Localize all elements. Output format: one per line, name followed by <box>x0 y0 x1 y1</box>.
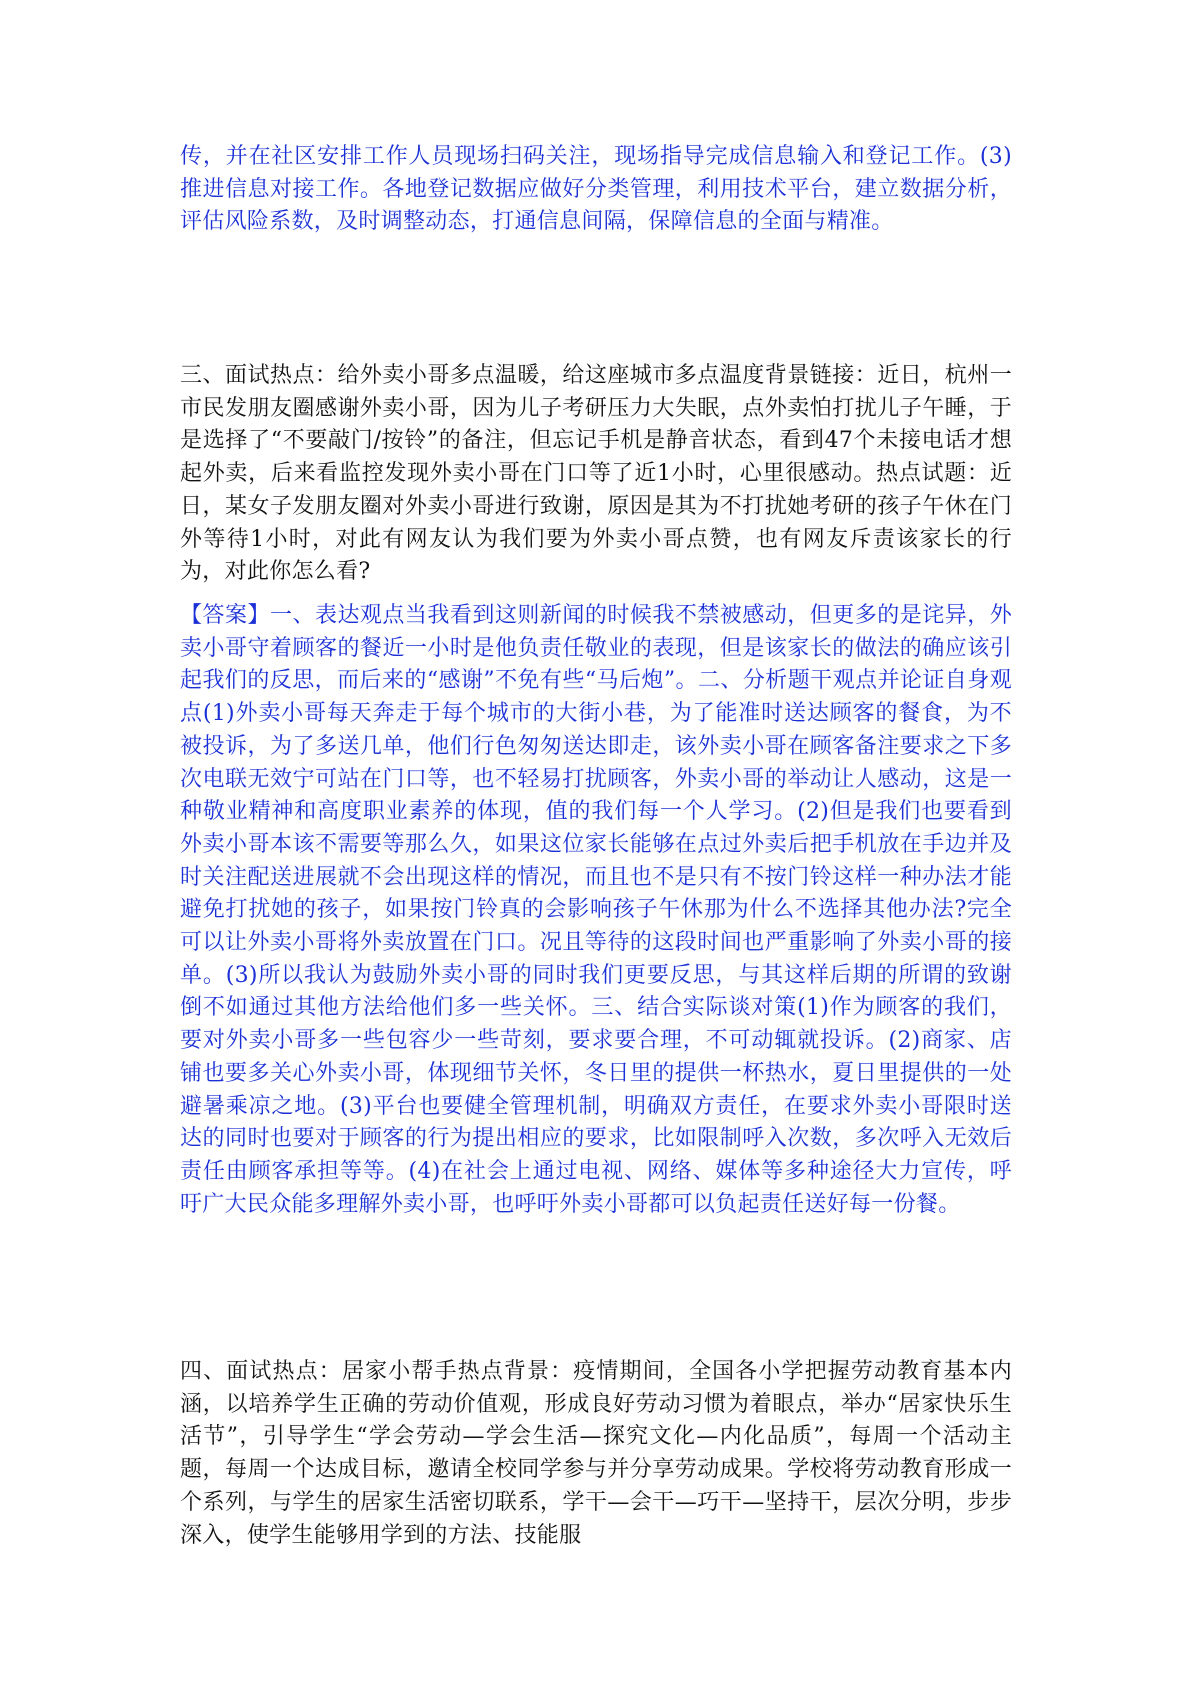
answer-continuation-paragraph: 传，并在社区安排工作人员现场扫码关注，现场指导完成信息输入和登记工作。(3)推进信息对接工作。各地登记数据应做好分类管理，利用技术平台，建立数据分析，评估风险系数，及时调整动态，打通信息间隔，保障信息的全面与精准。 <box>180 144 1012 235</box>
answer-3-paragraph <box>180 600 1012 1221</box>
question-3-paragraph: 三、面试热点：给外卖小哥多点温暖，给这座城市多点温度背景链接：近日，杭州一市民发朋友圈感谢外卖小哥，因为儿子考研压力大失眠，点外卖怕打扰儿子午睡，于是选择了“不要敲门/按铃”的备注，但忘记手机是静音状态，看到47个未接电话才想起外卖，后来看监控发现外卖小哥在门口等了近1小时，心里很感动。热点试题：近日，某女子发朋友圈对外卖小哥进行致谢，原因是其为不打扰她考研的孩子午休在门外等待1小时，对此有网友认为我们要为外卖小哥点赞，也有网友斥责该家长的行为，对此你怎么看? <box>180 363 1012 585</box>
answer-3-text: 一、表达观点当我看到这则新闻的时候我不禁被感动，但更多的是诧异，外卖小哥守着顾客的餐近一小时是他负责任敬业的表现，但是该家长的做法的确应该引起我们的反思，而后来的“感谢”不免有些“马后炮”。二、分析题干观点并论证自身观点(1)外卖小哥每天奔走于每个城市的大街小巷，为了能准时送达顾客的餐食，为不被投诉，为了多送几单，他们行色匆匆送达即走，该外卖小哥在顾客备注要求之下多次电联无效宁可站在门口等，也不轻易打扰顾客，外卖小哥的举动让人感动，这是一种敬业精神和高度职业素养的体现，值的我们每一个人学习。(2)但是我们也要看到外卖小哥本该不需要等那么久，如果这位家长能够在点过外卖后把手机放在手边并及时关注配送进展就不会出现这样的情况，而且也不是只有不按门铃这样一种办法才能避免打扰她的孩子，如果按门铃真的会影响孩子午休那为什么不选择其他办法?完全可以让外卖小哥将外卖放置在门口。况且等待的这段时间也严重影响了外卖小哥的接单。(3)所以我认为鼓励外卖小哥的同时我们更要反思，与其这样后期的所谓的致谢倒不如通过其他方法给他们多一些关怀。三、结合实际谈对策(1)作为顾客的我们，要对外卖小哥多一些包容少一些苛刻，要求要合理，不可动辄就投诉。(2)商家、店铺也要多关心外卖小哥，体现细节关怀，冬日里的提供一杯热水，夏日里提供的一处避暑乘凉之地。(3)平台也要健全管理机制，明确双方责任，在要求外卖小哥限时送达的同时也要对于顾客的行为提出相应的要求，比如限制呼入次数，多次呼入无效后责任由顾客承担等等。(4)在社会上通过电视、网络、媒体等多种途径大力宣传，呼吁广大民众能多理解外卖小哥，也呼吁外卖小哥都可以负起责任送好每一份餐。 <box>180 603 1012 1217</box>
question-4-paragraph: 四、面试热点：居家小帮手热点背景：疫情期间，全国各小学把握劳动教育基本内涵，以培养学生正确的劳动价值观，形成良好劳动习惯为着眼点，举办“居家快乐生活节”，引导学生“学会劳动—学会生活—探究文化—内化品质”，每周一个活动主题，每周一个达成目标，邀请全校同学参与并分享劳动成果。学校将劳动教育形成一个系列，与学生的居家生活密切联系，学干—会干—巧干—坚持干，层次分明，步步深入，使学生能够用学到的方法、技能服 <box>180 1359 1012 1548</box>
answer-label: 【答案】 <box>180 603 270 628</box>
